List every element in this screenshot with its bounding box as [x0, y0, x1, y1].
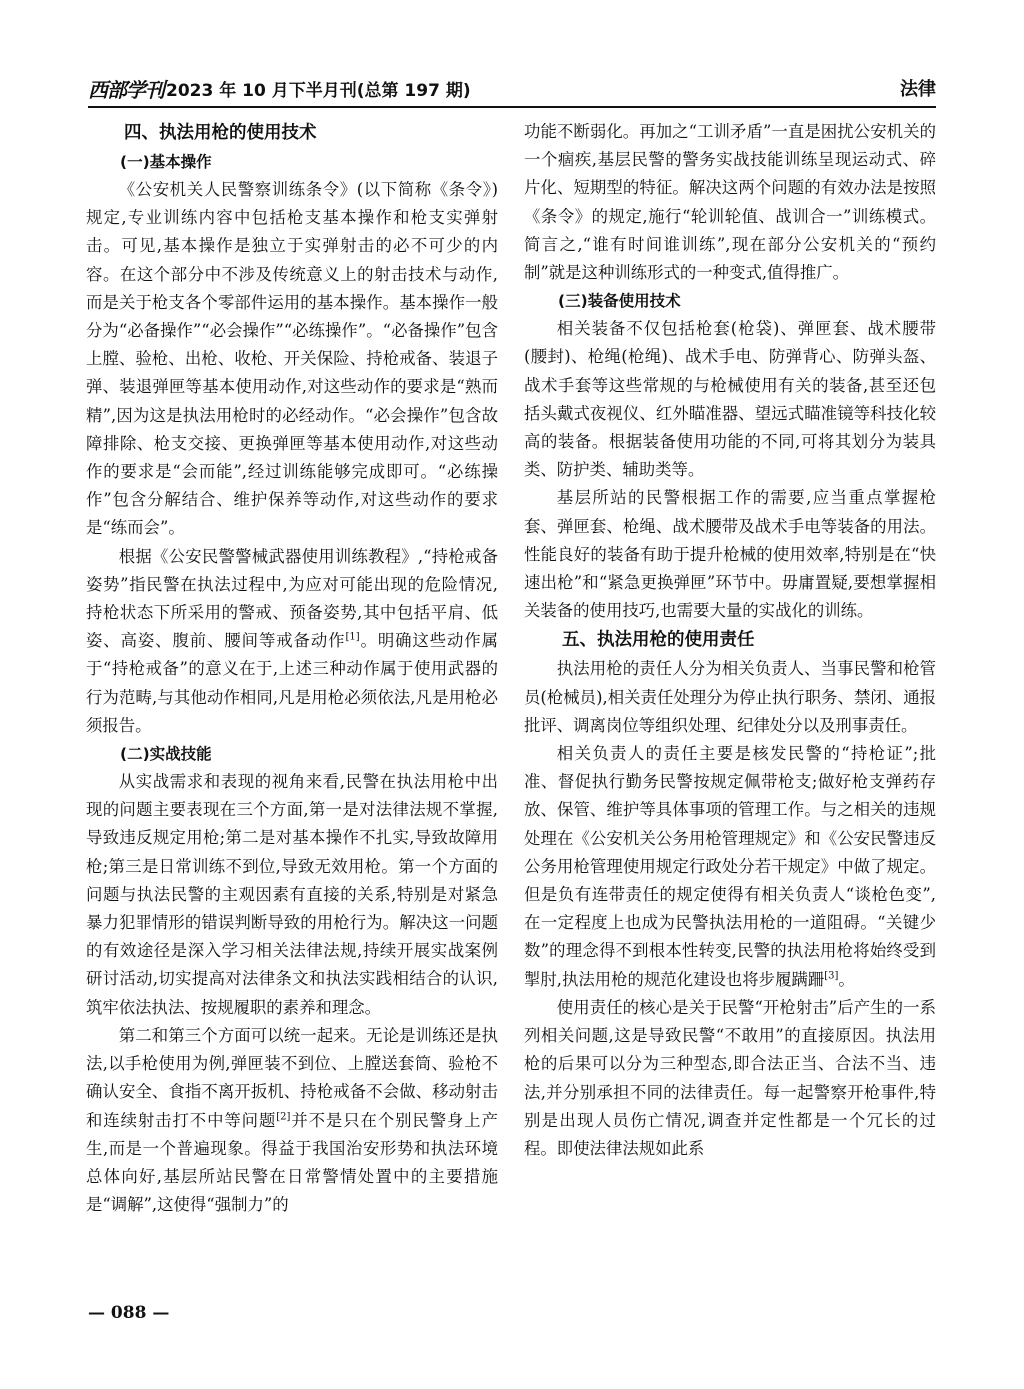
paragraph: 从实战需求和表现的视角来看,民警在执法用枪中出现的问题主要表现在三个方面,第一是对法律法规不掌握,导致违反规定用枪;第二是对基本操作不扎实,导致故障用枪;第三是日常训练不到位,导致无效用枪。第一个方面的问题与执法民警的主观因素有直接的关系,特别是对紧急暴力犯罪情形的错误判断导致的用枪行为。解决这一问题的有效途径是深入学习相关法律法规,持续开展实战案例研讨活动,切实提高对法律条文和执法实践相结合的认识,筑牢依法执法、按规履职的素养和理念。	[86, 772, 498, 1017]
journal-logo: 西部学刊	[88, 77, 164, 102]
section-heading-5: 五、执法用枪的使用责任	[562, 630, 755, 651]
right-column	[524, 118, 936, 1163]
paragraph: 基层所站的民警根据工作的需要,应当重点掌握枪套、弹匣套、枪绳、战术腰带及战术手电等装备的用法。性能良好的装备有助于提升枪械的使用效率,特别是在“快速出枪”和“紧急更换弹匣”环节中。毋庸置疑,要想掌握相关装备的使用技巧,也需要大量的实战化的训练。	[524, 488, 936, 621]
masthead	[88, 74, 471, 103]
page-number: — 088 —	[88, 1303, 170, 1323]
paragraph: 《公安机关人民警察训练条令》(以下简称《条令》)规定,专业训练内容中包括枪支基本操作和枪支实弹射击。可见,基本操作是独立于实弹射击的必不可少的内容。在这个部分中不涉及传统意义上的射击技术与动作,而是关于枪支各个零部件运用的基本操作。基本操作一般分为“必备操作”“必会操作”“必练操作”。“必备操作”包含上膛、验枪、出枪、收枪、开关保险、持枪戒备、装退子弹、装退弹匣等基本使用动作,对这些动作的要求是“熟而精”,因为这是执法用枪时的必经动作。“必会操作”包含故障排除、枪支交接、更换弹匣等基本使用动作,对这些动作的要求是“会而能”,经过训练能够完成即可。“必练操作”包含分解结合、维护保养等动作,对这些动作的要求是“练而会”。	[86, 180, 498, 538]
page-header	[88, 70, 936, 108]
paragraph: 相关负责人的责任主要是核发民警的“持枪证”;批准、督促执行勤务民警按规定佩带枪支;做好枪支弹药存放、保管、维护等具体事项的管理工作。与之相关的违规处理在《公安机关公务用枪管理规定》和《公安民警违反公务用枪管理使用规定行政处分若干规定》中做了规定。但是负有连带责任的规定使得有相关负责人“谈枪色变”,在一定程度上也成为民警执法用枪的一道阻碍。“关键少数”的理念得不到根本性转变,民警的执法用枪将始终受到掣肘,执法用枪的规范化建设也将步履蹒跚[3]。	[524, 744, 936, 989]
left-column	[86, 118, 498, 1219]
section-heading-4: 四、执法用枪的使用技术	[124, 123, 317, 143]
subheading-equipment: (三)装备使用技术	[558, 292, 681, 311]
section-tag: 法律	[900, 79, 936, 100]
paragraph: 执法用枪的责任人分为相关负责人、当事民警和枪管员(枪械员),相关责任处理分为停止执行职务、禁闭、通报批评、调离岗位等组织处理、纪律处分以及刑事责任。	[524, 659, 936, 735]
paragraph: 使用责任的核心是关于民警“开枪射击”后产生的一系列相关问题,这是导致民警“不敢用”的直接原因。执法用枪的后果可以分为三种型态,即合法正当、合法不当、违法,并分别承担不同的法律责任。每一起警察开枪事件,特别是出现人员伤亡情况,调查并定性都是一个冗长的过程。即使法律法规如此系	[524, 997, 936, 1158]
paragraph-continued: 功能不断弱化。再加之“工训矛盾”一直是困扰公安机关的一个痼疾,基层民警的警务实战技能训练呈现运动式、碎片化、短期型的特征。解决这两个问题的有效办法是按照《条令》的规定,施行“轮训轮值、战训合一”训练模式。简言之,“谁有时间谁训练”,现在部分公安机关的“预约制”就是这种训练形式的一种变式,值得推广。	[524, 122, 936, 283]
paragraph: 第二和第三个方面可以统一起来。无论是训练还是执法,以手枪使用为例,弹匣装不到位、上膛送套筒、验枪不确认安全、食指不离开扳机、持枪戒备不会做、移动射击和连续射击打不中等问题[2]并不是只在个别民警身上产生,而是一个普遍现象。得益于我国治安形势和执法环境总体向好,基层所站民警在日常警情处置中的主要措施是“调解”,这使得“强制力”的	[86, 1025, 498, 1215]
citation-ref: [1]	[345, 631, 360, 643]
citation-ref: [2]	[276, 1111, 291, 1123]
paragraph: 根据《公安民警警械武器使用训练教程》,“持枪戒备姿势”指民警在执法过程中,为应对可能出现的危险情况,持枪状态下所采用的警戒、预备姿势,其中包括平肩、低姿、高姿、腹前、腰间等戒备动作[1]。明确这些动作属于“持枪戒备”的意义在于,上述三种动作属于使用武器的行为范畴,与其他动作相同,凡是用枪必须依法,凡是用枪必须报告。	[86, 546, 498, 735]
citation-ref: [3]	[824, 970, 839, 982]
subheading-combat-skills: (二)实战技能	[120, 745, 212, 764]
paragraph: 相关装备不仅包括枪套(枪袋)、弹匣套、战术腰带(腰封)、枪绳(枪绳)、战术手电、防弹背心、防弹头盔、战术手套等这些常规的与枪械使用有关的装备,甚至还包括头戴式夜视仪、红外瞄准器、望远式瞄准镜等科技化较高的装备。根据装备使用功能的不同,可将其划分为装具类、防护类、辅助类等。	[524, 319, 936, 480]
issue-info: 2023 年 10 月下半月刊(总第 197 期)	[166, 80, 471, 101]
subheading-basic-operation: (一)基本操作	[120, 153, 212, 171]
